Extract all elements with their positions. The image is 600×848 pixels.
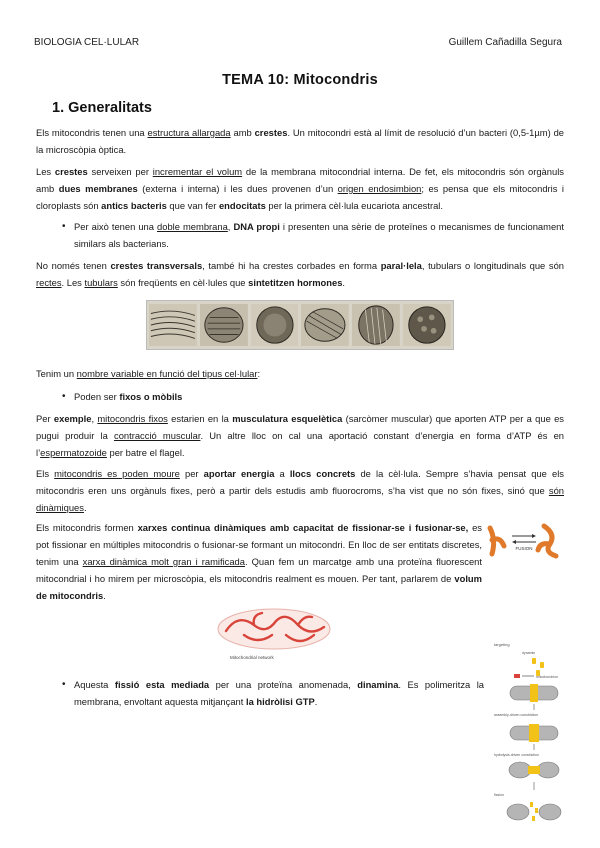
bullet-2: Poden ser fixos o mòbils — [74, 391, 183, 402]
header-subject: BIOLOGIA CEL·LULAR — [34, 37, 140, 48]
bullet-marker: • — [62, 391, 66, 402]
dyn-label-assembly: assembly-driven constriction — [494, 713, 539, 717]
dyn-label-hydrolysis: hydrolysis-driven constriction — [494, 753, 539, 757]
dyn-label-mitochondrion: mitochondrion — [536, 675, 558, 679]
dyn-label-dynamin: dynamin — [522, 651, 536, 655]
paragraph-2: Les crestes serveixen per incrementar el volum de la membrana mitocondrial interna. De fet, els mitocondris són orgànuls amb dues membranes (externa i interna) i les dues provenen d’un origen endosimbion; es pensa que els mitocondris i cloroplasts són antics bacteris que van fer endocitats per la primera cèl·lula eucariota ancestral. — [36, 166, 565, 211]
bullet-3: Aquesta fissió esta mediada per una proteïna anomenada, dinamina. Es polimeritza la membrana, envoltant aquesta mitjançant la hidròlisi GTP. — [74, 679, 485, 707]
micrograph-6 — [403, 303, 451, 347]
page-title: TEMA 10: Mitocondris — [222, 72, 378, 88]
micrograph-1 — [149, 303, 197, 347]
paragraph-3: No només tenen crestes transversals, també hi ha crestes corbades en forma paral·lela, tubulars o longitudinals que són rectes. Les tubulars són freqüents en cèl·lules que sintetitzen hormones. — [36, 260, 565, 288]
paragraph-7: Els mitocondris formen xarxes continua dinàmiques amb capacitat de fissionar-se i fusionar-se, es pot fissionar en múltiples mitocondris o fusionar-se formant un mitocondri. En lloc de ser entitats discretes, tenim una xarxa dinàmica molt gran i ramificada. Quan fem un marcatge amb una proteïna fluorescent mitocondrial i ho mirem per microscòpia, els mitocondris realment es mouen. Per tant, parlarem de volum de mitocondris. — [36, 522, 483, 601]
section-heading: 1. Generalitats — [52, 100, 152, 116]
network-label: Mitochondrial network — [230, 655, 274, 660]
paragraph-5: Per exemple, mitocondris fixos estarien en la musculatura esquelètica (sarcòmer muscular) que aporten ATP per a que es pugui produir la contracció muscular. Un altre lloc on cal una aportació constant d’energia en forma d’ATP és en l’espermatozoide per batre el flagel. — [36, 413, 565, 458]
header-author: Guillem Cañadilla Segura — [448, 37, 562, 48]
dyn-label-fission: fission — [494, 793, 504, 797]
dynamin-fission-diagram — [492, 640, 568, 840]
bullet-1: Per això tenen una doble membrana, DNA propi i presenten una sèrie de proteïnes o mecanismes de funcionament similars als bacterians. — [74, 221, 564, 249]
mitochondria-micrographs — [146, 300, 454, 350]
micrograph-4 — [301, 303, 349, 347]
mitochondrial-network-figure — [214, 605, 338, 663]
bullet-marker: • — [62, 221, 66, 232]
paragraph-6: Els mitocondris es poden moure per aportar energia a llocs concrets de la cèl·lula. Sempre s’havia pensat que els mitocondris eren uns orgànuls fixes, però a partir dels estudis amb fluorocroms, s’ha vist que no són fixes, sinó que són dinàmiques. — [36, 468, 564, 513]
dyn-label-targeting: targeting — [494, 642, 510, 647]
micrograph-3 — [251, 303, 299, 347]
micrograph-2 — [200, 303, 248, 347]
fusion-label: FUSION — [515, 546, 533, 551]
bullet-marker: • — [62, 679, 66, 690]
paragraph-1: Els mitocondris tenen una estructura allargada amb crestes. Un mitocondri està al límit de resolució d’un bacteri (0,5-1µm) de la microscòpia òptica. — [36, 127, 564, 155]
fission-fusion-figure — [486, 520, 564, 560]
paragraph-4: Tenim un nombre variable en funció del tipus cel·lular: — [36, 368, 261, 379]
micrograph-5 — [352, 303, 400, 347]
